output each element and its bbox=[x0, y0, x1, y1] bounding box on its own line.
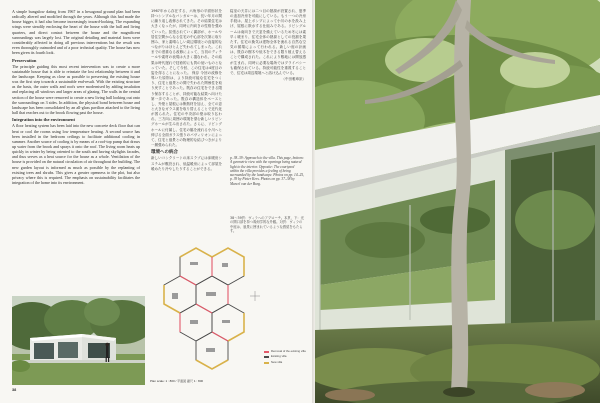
legend-swatch-new bbox=[264, 362, 269, 364]
courtyard-tree-photo bbox=[315, 0, 600, 403]
plan-scale-caption: Plan scale: 1 : 800 / 平面図 縮尺 1 : 800 bbox=[150, 379, 204, 383]
plan-legend bbox=[264, 350, 308, 366]
translator-credit: （中田雅章訳） bbox=[281, 77, 306, 82]
japanese-paragraph-2: 新しいコンクリートの床スラブには床暖房システムが敷設され、低温暖房によって部屋を暖めたり冷やしたりすることができる。 bbox=[151, 156, 222, 171]
villa-exterior-photo bbox=[12, 296, 145, 385]
japanese-paragraph-1: 1967年から存在する、六角形の平面形状を持つシンプルなバンガローは、長い年月の間に繰り返し改修されてきた。その結果住宅は大きくなったが、同時に内向きの性格を強めていった。拡張されていく翼部が、ホールや居住空間からなる住宅の中心部を次第に取り囲み、家と素晴らしい周辺環境との直接的なつながりはほとんど失われてしまった。これまでの度重なる改修によって、当初のディテールや素材の表現は大きく損なわれ、その結果は時代遅れで技術的にも質の低いものとなっていた。そして今回、この住宅は4度目の姿を得ることになった。 保存 今回の改修を導いた原則は、より持続可能な住宅をつくり、住宅と風景との間で失われた関係性を取り戻すことであった。既存の住宅をできる限り保存することが、持続可能な結果へ向けた第一歩であった。既存の構造体をベースとし、外壁と屋根には断熱材を加え、全ての窓と大きなガラス面を取り替えることで近代化が図られた。住宅の中央部の壁は取り払われ、三方向に周囲の環境を望む新しいリビングホールが生み出された。さらに、リビングホールに付属し、住宅の脇を流れる小川へと伸びる全面ガラス張りのパヴィリオンによって、住宅と風景との物理的な結びつきがより一層強められた。 bbox=[151, 9, 222, 148]
intro-paragraph: A simple bungalow dating from 1967 in a hexagonal ground plan had been radically altered and modified through the years. Although this had made the house bigger, it had also become increasingly inward-looking. The expanding wings were steadily enclosing the heart of the house with the hall and living quarters, and direct contact between the house and the magnificent surroundings was largely lost. The original detailing and material form were considerably affected in doing all previous interventions but the result was even thoroughly outmoded and of a poor technical quality. The house has now been given its fourth look. bbox=[12, 9, 140, 56]
legend-item bbox=[264, 361, 308, 365]
japanese-heading: 環境への統合 bbox=[151, 150, 178, 156]
integration-paragraph: A floor heating system has been laid into the new concrete deck floor that can heat or cool the rooms using low temperature heating. A second source has been installed in the bedroom ceilings to facilitate additional cooling in summer. Another source of cooling is by means of a roof-top pump that draws up water from the brook and sprays it onto the roof. The living room heats up quickly in winter by being oriented to the south and having skylights facades, and thus serves as a heat source for the house as a whole. Ventilation of the house is provided on the natural circulation of air throughout the building. The new garden layout is informed as much as possible by the replanting of existing trees and shrubs. This gives a greater openness to the plot, but also privacy where this is required. The emphasis on sustainability facilitates the integration of the home into its environment. bbox=[12, 123, 140, 186]
heading-preservation: Preservation bbox=[12, 57, 37, 63]
floor-plan-drawing bbox=[150, 236, 262, 376]
legend-swatch-removal bbox=[264, 351, 269, 353]
legend-label: Removal of the existing villa bbox=[271, 349, 306, 353]
legend-swatch-existing bbox=[264, 356, 269, 358]
heading-integration: Integration into the environment bbox=[12, 117, 76, 123]
japanese-text-column-1 bbox=[151, 9, 222, 239]
photo-caption-english: p. 38–39: Approach to the villa. This page, bottom: A geometric view with the openings being natural light to the interior. Opposite: The courtyard within the villa provides a feeling of being surrounded by the landscape. Photos on pp. 14–25, p. 39 by Pieter Kers. Photos on pp. 37–38 by Marcel van der Burg. bbox=[230, 156, 304, 186]
japanese-text-column-2 bbox=[230, 9, 306, 123]
photo-caption-japanese: 38～39頁：ヴィラへのアプローチ。本頁、下：光の開口部を持つ幾何学的な外観。対頁：ヴィラの中庭は、風景に囲まれているような感覚をもたらす。 bbox=[230, 216, 304, 234]
japanese-paragraph-3: 寝室の天井には二つ目の熱源が設置され、夏季の追加冷房を可能にしている。もう一つの冷房手段は、屋上ポンプによって小川の水を汲み上げ、屋根に散水する仕組みである。リビングルームは南向きで天窓を備えているため冬には素早く暖まり、住宅全体の熱源としての役割を果たす。住宅の換気は建物全体を流れる自然な空気の循環によって行われる。新しい庭の計画は、既存の樹木や低木をできる限り植え替えることで構成された。これにより敷地には開放感が生まれ、同時に必要な場所ではプライバシーも確保されている。持続可能性を重視することで、住宅は周辺環境へと溶け込んでいる。 bbox=[230, 9, 306, 75]
page-number: 38 bbox=[12, 388, 17, 392]
english-text-column bbox=[12, 9, 140, 291]
preservation-paragraph: The principle guiding this most recent intervention was to create a more sustainable house that is able to reinstate the lost relationship between it and the landscape. Keeping as close as possible to preserving the existing house was the first step towards a sustainable end-result. With the existing structure as the basis, the outer walls and roofs were modernised by adding insulation and replacing all windows and larger areas of glazing. The walls in the central section of the house were removed to create a new living hall looking out onto the surroundings on 3 sides. In addition, the physical bond between house and landscape has been consolidated by an all-glass pavilion attached to the living hall that reaches out to the brook flowing past the house. bbox=[12, 63, 140, 115]
legend-label: Existing villa bbox=[271, 354, 287, 359]
legend-item bbox=[264, 355, 308, 359]
legend-label: New villa bbox=[271, 359, 283, 364]
legend-item bbox=[264, 350, 308, 354]
